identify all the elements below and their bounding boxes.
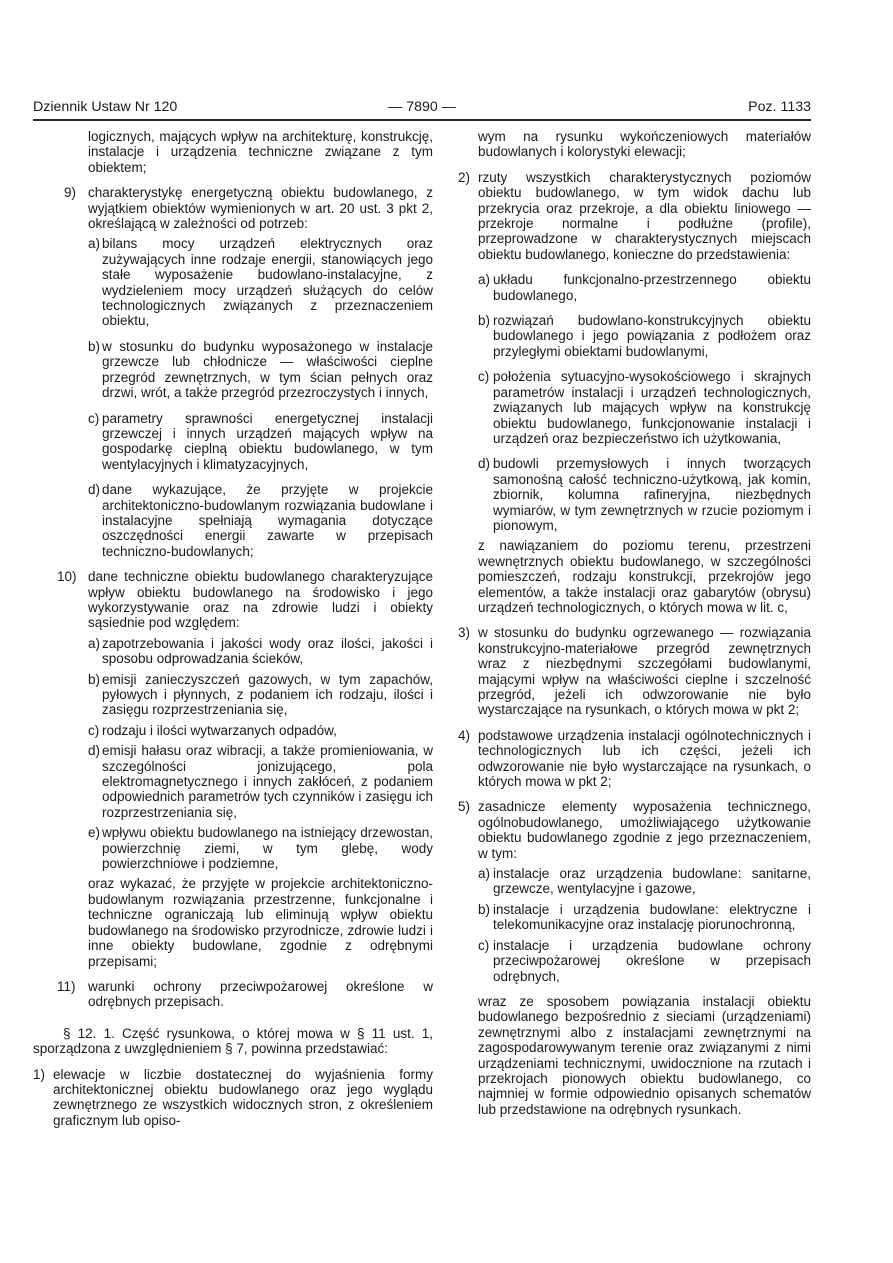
point-4: [458, 728, 811, 790]
item-number: 4): [458, 727, 471, 743]
sub-item-letter: c): [478, 369, 490, 385]
sub-item-text: zapotrzebowania i jakości wody oraz ilości, jakości i sposobu odprowadzania ścieków,: [102, 635, 433, 667]
point-2-tail: z nawiązaniem do poziomu terenu, przestrzeni wewnętrznych obiektu budowlanego, w szczególności pomieszczeń, rodzaju konstrukcji, przekrojów jego elementów, a także instalacji oraz gabarytów (obrysu) urządzeń technologicznych, o których mowa w lit. c,: [478, 538, 811, 615]
list-item-9: [33, 185, 433, 231]
point-5-tail: wraz ze sposobem powiązania instalacji obiektu budowlanego bezpośrednio z sieciami (urządzeniami) zewnętrznymi albo z instalacjami zewnętrznymi na zagospodarowywanym terenie oraz związanymi z nimi urządzeniami technicznymi, uwidocznione na rzutach i przekrojach pionowych obiektu budowlanego, co najmniej w formie odpowiednio opisanych schematów lub przedstawione na odrębnych rysunkach.: [478, 993, 811, 1117]
item-text: w stosunku do budynku ogrzewanego — rozwiązania konstrukcyjno-materiałowe przegród zewnętrznych wraz z niezbędnymi szczegółami budowlanymi, mającymi wpływ na właściwości cieplne i szczelność przegród, jeżeli ich odwzorowanie nie było wystarczające na rysunkach, o których mowa w pkt 2;: [478, 625, 811, 718]
sub-item-5c: [458, 938, 811, 984]
sub-item-text: instalacje i urządzenia budowlane ochrony przeciwpożarowej określone w przepisach odrębnych,: [493, 937, 811, 984]
sub-item-letter: a): [88, 635, 101, 651]
sub-item-text: dane wykazujące, że przyjęte w projekcie architektoniczno-budowlanym rozwiązania budowlane i instalacyjne spełniają wymagania dotyczące oszczędności energii zawarte w przepisach techniczno-budowlanych;: [102, 482, 433, 559]
item-text: charakterystykę energetyczną obiektu budowlanego, z wyjątkiem obiektów wymienionych w art. 20 ust. 3 pkt 2, określającą w zależności od potrzeb:: [88, 185, 433, 232]
list-item-11: [33, 979, 433, 1010]
item-text: warunki ochrony przeciwpożarowej określone w odrębnych przepisach.: [88, 978, 433, 1010]
sub-item-10b: [33, 672, 433, 718]
sub-item-9b: [33, 339, 433, 401]
sub-item-letter: d): [88, 482, 101, 498]
item-number: 9): [64, 185, 77, 201]
sub-item-letter: b): [478, 313, 491, 329]
item-text: rzuty wszystkich charakterystycznych poziomów obiektu budowlanego, w tym widok dachu lub przekrycia oraz przekroje, a dla obiektu liniowego — przekroje normalne i podłużne (profile), przeprowadzone w charakterystycznych miejscach obiektu budowlanego, konieczne do przedstawienia:: [478, 169, 811, 262]
sub-item-letter: d): [88, 743, 101, 759]
sub-item-2b: [458, 313, 811, 359]
sub-item-text: wpływu obiektu budowlanego na istniejący drzewostan, powierzchnię ziemi, w tym glebę, wody powierzchniowe i podziemne,: [102, 825, 433, 872]
item-text: elewacje w liczbie dostatecznej do wyjaśnienia formy architektonicznej obiektu budowlanego oraz jego wyglądu zewnętrznego ze wszystkich widocznych stron, z określeniem graficznym lub opiso-: [53, 1066, 433, 1128]
sub-item-2c: [458, 369, 811, 446]
sub-item-letter: d): [478, 456, 491, 472]
sub-item-9d: [33, 482, 433, 559]
item-number: 3): [458, 625, 471, 641]
sub-item-text: emisji hałasu oraz wibracji, a także promieniowania, w szczególności jonizującego, pola elektromagnetycznego i innych zakłóceń, z podaniem odpowiednich parametrów tych czynników i zasięgu ich rozprzestrzeniania się,: [102, 743, 433, 820]
sub-item-text: położenia sytuacyjno-wysokościowego i skrajnych parametrów instalacji i urządzeń technologicznych, związanych lub mających wpływ na konstrukcję obiektu budowlanego, funkcjonowanie instalacji i urządzeń oraz bezpieczeństwo ich użytkowania,: [493, 369, 811, 446]
sub-item-10a: [33, 636, 433, 667]
item-number: 5): [458, 799, 471, 815]
section-12-paragraph: § 12. 1. Część rysunkowa, o której mowa w § 11 ust. 1, sporządzona z uwzględnieniem § 7, powinna przedstawiać:: [33, 1025, 433, 1057]
sub-item-text: układu funkcjonalno-przestrzennego obiektu budowlanego,: [493, 272, 811, 303]
sub-item-10d: [33, 743, 433, 820]
sub-item-9c: [33, 411, 433, 473]
sub-item-2d: [458, 456, 811, 533]
item-text: dane techniczne obiektu budowlanego charakteryzujące wpływ obiektu budowlanego na środowisko i jego wykorzystywanie oraz na zdrowie ludzi i obiekty sąsiednie pod względem:: [88, 569, 433, 631]
sub-item-text: w stosunku do budynku wyposażonego w instalacje grzewcze lub chłodnicze — właściwości cieplne przegród zewnętrznych, w tym ścian pełnych oraz drzwi, wrót, a także przegród przezroczystych i innych,: [102, 338, 433, 401]
sub-item-text: bilans mocy urządzeń elektrycznych oraz zużywających inne rodzaje energii, stanowiących jego stałe wyposażenie budowlano-instalacyjne, z wydzieleniem mocy urządzeń służących do celów technologicznych związanych z przeznaczeniem obiektu,: [102, 236, 433, 329]
item-text: zasadnicze elementy wyposażenia technicznego, ogólnobudowlanego, umożliwiającego użytkowanie obiektu budowlanego zgodnie z jego przeznaczeniem, w tym:: [478, 799, 811, 861]
left-column: [33, 129, 433, 1138]
continuation-text: logicznych, mających wpływ na architekturę, konstrukcję, instalacje i urządzenia techniczne związane z tym obiektem;: [88, 129, 433, 175]
sub-item-10c: [33, 723, 433, 738]
sub-item-5b: [458, 902, 811, 933]
sub-item-letter: c): [88, 410, 100, 426]
point-1: [33, 1067, 433, 1129]
sub-item-9a: [33, 236, 433, 328]
sub-item-letter: b): [478, 901, 491, 917]
sub-item-text: rozwiązań budowlano-konstrukcyjnych obiektu budowlanego i jego powiązania z podłożem oraz przyległymi obiektami budowlanymi,: [493, 313, 811, 359]
sub-item-text: parametry sprawności energetycznej instalacji grzewczej i innych urządzeń mających wpływ na gospodarkę cieplną obiektu budowlanego, w tym wentylacyjnych i klimatyzacyjnych,: [102, 410, 433, 472]
sub-item-10e: [33, 825, 433, 871]
sub-item-letter: e): [88, 825, 101, 841]
sub-item-letter: c): [88, 722, 100, 738]
journal-title: Dziennik Ustaw Nr 120: [33, 99, 178, 115]
sub-item-letter: b): [88, 671, 101, 687]
sub-item-text: emisji zanieczyszczeń gazowych, w tym zapachów, pyłowych i płynnych, z podaniem ich rodzaju, ilości i zasięgu rozprzestrzeniania się,: [102, 671, 433, 718]
item-number: 10): [57, 569, 77, 585]
sub-item-letter: b): [88, 338, 101, 354]
item-number: 11): [57, 978, 76, 994]
sub-item-text: rodzaju i ilości wytwarzanych odpadów,: [102, 722, 337, 738]
item-text: podstawowe urządzenia instalacji ogólnotechnicznych i technologicznych lub ich części, jeżeli ich odwzorowanie nie było wystarczające na rysunkach, o których mowa w pkt 2;: [478, 727, 811, 790]
sub-item-letter: a): [478, 272, 491, 288]
point-2: [458, 170, 811, 262]
list-item-10: [33, 569, 433, 631]
point-3: [458, 625, 811, 717]
sub-item-2a: [458, 272, 811, 303]
sub-item-text: instalacje oraz urządzenia budowlane: sanitarne, grzewcze, wentylacyjne i gazowe,: [493, 866, 811, 897]
page-header: [33, 99, 811, 119]
item-number: 2): [458, 169, 471, 185]
sub-item-5a: [458, 866, 811, 897]
sub-item-letter: a): [478, 866, 491, 882]
sub-item-letter: c): [478, 937, 490, 953]
position-number: Poz. 1133: [748, 99, 811, 115]
continuation-text: wym na rysunku wykończeniowych materiałów budowlanych i kolorystyki elewacji;: [478, 129, 811, 160]
item-number: 1): [33, 1066, 46, 1082]
header-rule: [33, 119, 811, 121]
sub-item-letter: a): [88, 236, 101, 252]
point-5: [458, 799, 811, 861]
item-10-tail: oraz wykazać, że przyjęte w projekcie architektoniczno-budowlanym rozwiązania przestrzenne, funkcjonalne i techniczne ograniczają lub eliminują wpływ obiektu budowlanego na środowisko przyrodnicze, zdrowie ludzi i inne obiekty budowlane, zgodnie z odrębnymi przepisami;: [88, 876, 433, 969]
right-column: [458, 129, 811, 1127]
page-number: — 7890 —: [388, 99, 456, 115]
sub-item-text: budowli przemysłowych i innych tworzących samonośną całość techniczno-użytkową, jak komin, zbiornik, kolumna rafineryjna, niezbędnych wymiarów, w tym zewnętrznych w rzucie poziomym i pionowym,: [493, 456, 811, 533]
sub-item-text: instalacje i urządzenia budowlane: elektryczne i telekomunikacyjne oraz instalację piorunochronną,: [493, 901, 811, 933]
